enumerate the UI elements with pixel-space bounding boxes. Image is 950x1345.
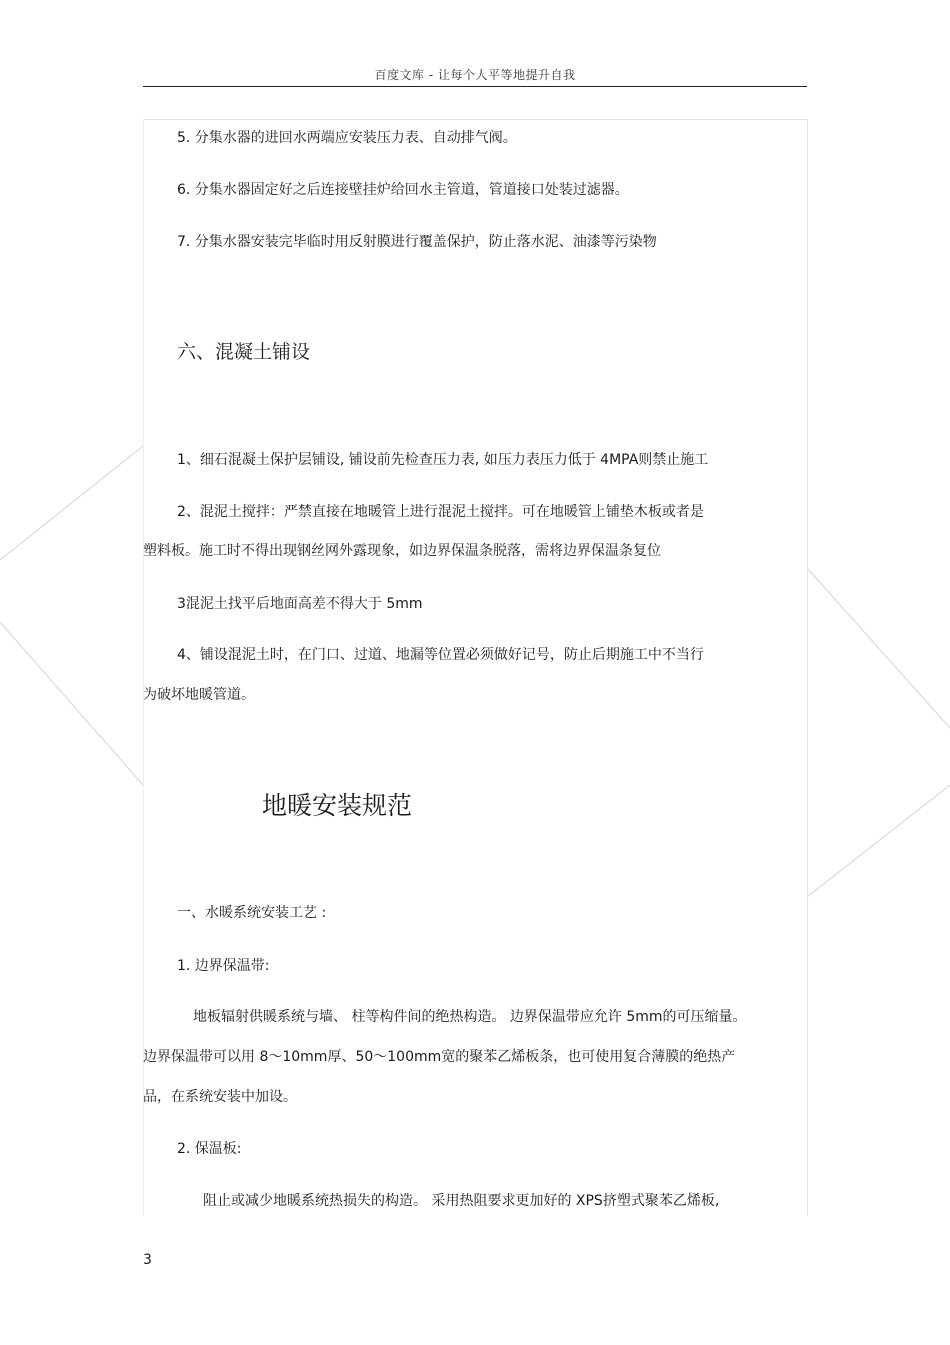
section-heading: 六、混凝土铺设 (177, 341, 311, 363)
item-1-body-line-1: 地板辐射供暖系统与墙、 柱等构件间的绝热构造。 边界保温带应允许 5mm的可压缩量。 (193, 1009, 747, 1025)
subsection-heading: 一、水暖系统安装工艺 : (177, 905, 327, 921)
header-divider (143, 86, 807, 87)
item-2-body-line-1: 阻止或减少地暖系统热损失的构造。 采用热阻要求更加好的 XPS挤塑式聚苯乙烯板, (203, 1193, 720, 1209)
step-5-text: 5. 分集水器的进回水两端应安装压力表、自动排气阀。 (177, 130, 517, 146)
item-2-heading: 2. 保温板: (177, 1141, 242, 1157)
concrete-item-4-cont: 为破坏地暖管道。 (143, 687, 255, 703)
page-number: 3 (143, 1252, 152, 1268)
concrete-item-2-cont: 塑料板。施工时不得出现钢丝网外露现象，如边界保温条脱落，需将边界保温条复位 (143, 543, 661, 559)
item-1-body-line-3: 品，在系统安装中加设。 (143, 1089, 297, 1105)
item-1-heading: 1. 边界保温带: (177, 958, 270, 974)
page-header: 百度文库 - 让每个人平等地提升自我 (374, 68, 576, 82)
concrete-item-1: 1、细石混凝土保护层铺设, 铺设前先检查压力表, 如压力表压力低于 4MPA则禁止施工 (177, 452, 709, 468)
step-6-text: 6. 分集水器固定好之后连接壁挂炉给回水主管道，管道接口处装过滤器。 (177, 182, 629, 198)
step-7-text: 7. 分集水器安装完毕临时用反射膜进行覆盖保护，防止落水泥、油漆等污染物 (177, 234, 657, 250)
concrete-item-3: 3混泥土找平后地面高差不得大于 5mm (177, 596, 423, 612)
concrete-item-4: 4、铺设混泥土时，在门口、过道、地漏等位置必须做好记号，防止后期施工中不当行 (177, 647, 704, 663)
document-title: 地暖安装规范 (262, 791, 413, 820)
item-1-body-line-2: 边界保温带可以用 8～10mm厚、50～100mm宽的聚苯乙烯板条，也可使用复合薄膜的绝热产 (143, 1049, 736, 1065)
concrete-item-2: 2、混泥土搅拌：严禁直接在地暖管上进行混泥土搅拌。可在地暖管上铺垫木板或者是 (177, 504, 704, 520)
